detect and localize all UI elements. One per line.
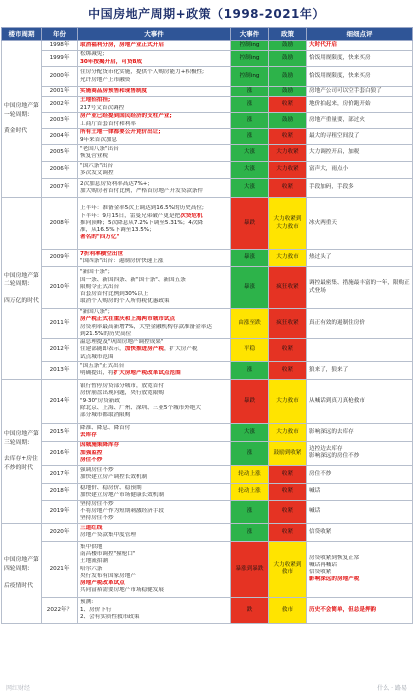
comment-cell: 大力调控开启，加税	[307, 145, 413, 162]
year-cell: 2013年	[42, 361, 78, 379]
event-line: 不将房地产作为短期刺激经济手段	[80, 508, 164, 515]
event-line: 哈尔六条	[80, 565, 103, 572]
events-cell	[78, 51, 231, 67]
comment-cell: 真正有效的遏制住房价	[307, 309, 413, 339]
event-line: 去库存	[80, 432, 97, 439]
event-line: 房价崩盘出现问题，央行放宽限购	[80, 390, 164, 397]
events-cell	[78, 500, 231, 523]
watermark-left: 网红财经	[6, 685, 31, 692]
trend-cell: 涨	[231, 500, 269, 523]
trend-cell: 大涨	[231, 162, 269, 179]
events-cell	[78, 67, 231, 87]
table-row	[2, 162, 413, 179]
year-cell: 2017年	[42, 465, 78, 483]
header-commentary: 细细点评	[307, 28, 413, 41]
trend-cell: 大涨	[231, 179, 269, 198]
trend-cell: 涨	[231, 97, 269, 113]
events-cell	[78, 162, 231, 179]
event-line: 9年来首次加息	[80, 136, 118, 143]
event-line: 推向顶峰；5次降息从7.2%下调至5.31%；4次降	[80, 219, 204, 226]
event-line: 央行发布有国家房地产	[80, 572, 136, 579]
policy-cell: 鼓励	[269, 41, 307, 51]
table-row	[2, 51, 413, 67]
trend-cell: 暴涨到暴跌	[231, 541, 269, 597]
table-row	[2, 423, 413, 441]
event-line: 上半年：准备金率5次上调达到16.5%的历史高位;	[80, 205, 204, 212]
table-row	[2, 41, 413, 51]
event-line: 下半年：9月15日，雷曼兄弟破产更是把次贷危机	[80, 212, 203, 219]
period-cell: 中国房地产第一轮周期: 黄金时代	[2, 41, 42, 198]
trend-cell: 控制ing	[231, 51, 269, 67]
year-cell: 2021年	[42, 541, 78, 597]
event-line: 强调房住不炒	[80, 467, 114, 474]
table-row	[2, 523, 413, 541]
table-row	[2, 361, 413, 379]
event-line: 取消福利分房，房地产业正式开启	[80, 41, 164, 48]
event-line: 降准、降息、降首付	[80, 425, 131, 432]
table-row	[2, 267, 413, 309]
policy-cell: 收紧	[269, 500, 307, 523]
comment-cell: 最大的寻租空间没了	[307, 129, 413, 145]
page-title: 中国房地产周期+政策（1998-2021年）	[88, 7, 325, 21]
events-cell	[78, 198, 231, 250]
table-row	[2, 250, 413, 267]
events-cell	[78, 87, 231, 97]
events-cell	[78, 179, 231, 198]
trend-cell: 暴跌	[231, 379, 269, 423]
policy-cell: 大力收紧	[269, 145, 307, 162]
events-cell	[78, 423, 231, 441]
policy-cell: 疯狂收紧	[269, 267, 307, 309]
event-line: 2、会有实质性救市政策	[80, 613, 140, 620]
table-row	[2, 145, 413, 162]
policy-cell: 大力救市	[269, 379, 307, 423]
table-row	[2, 379, 413, 423]
comment-cell: 大时代开启	[307, 41, 413, 51]
year-cell: 2020年	[42, 523, 78, 541]
policy-cell: 鼓励到收紧	[269, 441, 307, 465]
trend-cell: 轮动上涨	[231, 465, 269, 483]
trend-cell: 涨	[231, 129, 269, 145]
event-line: 房贷利率最高新增7%，大型金融机构存款准备金率达	[80, 323, 212, 330]
events-cell	[78, 129, 231, 145]
event-line: 集中供地	[80, 543, 103, 550]
events-cell	[78, 97, 231, 113]
comment-cell: 信贷收紧	[307, 523, 413, 541]
event-line: 允许房地产上市融资	[80, 76, 131, 83]
table-row	[2, 500, 413, 523]
events-cell	[78, 541, 231, 597]
event-line: 7折利率横空出世	[80, 250, 124, 257]
event-line: 国一条、新国四条、新"国十条"、新国五条	[80, 276, 186, 283]
year-cell: 2019年	[42, 500, 78, 523]
events-cell	[78, 250, 231, 267]
year-cell: 2006年	[42, 162, 78, 179]
events-cell	[78, 523, 231, 541]
period-cell: 中国房地产第二轮周期: 四万亿的时代	[2, 198, 42, 380]
event-line: 多次发文调控	[80, 170, 114, 176]
policy-cell: 鼓励	[269, 113, 307, 129]
year-cell: 2015年	[42, 423, 78, 441]
policy-cell: 大力收紧到救市	[269, 541, 307, 597]
event-line: 银行暂停房贷部分城市，放宽首付	[80, 383, 164, 390]
table-row	[2, 129, 413, 145]
year-cell: 2003年	[42, 113, 78, 129]
event-line: 房产业已经提到国民经济的支柱产业;	[80, 113, 172, 120]
event-line: 明确提出，将扩大房地产税改革试点范围	[80, 370, 181, 377]
comment-cell: 手段加码，手段多	[307, 179, 413, 198]
policy-cell: 收紧	[269, 361, 307, 379]
event-line: "新国十条"；	[80, 269, 114, 276]
policy-cell: 收紧	[269, 129, 307, 145]
event-line: 温总理提及"巩固房地产调控成果"	[80, 339, 164, 346]
trend-cell: 涨	[231, 441, 269, 465]
event-line: 坚持房住不炒	[80, 515, 114, 522]
header-policy: 政策	[269, 28, 307, 41]
event-line: 松绑减免;	[80, 51, 105, 58]
comment-cell: 地价拍起来，房价跑开始	[307, 97, 413, 113]
policy-cell: 救市	[269, 597, 307, 623]
year-cell: 2001年	[42, 87, 78, 97]
trend-cell: 涨	[231, 361, 269, 379]
policy-cell: 大力收紧到大力救市	[269, 198, 307, 250]
events-cell	[78, 145, 231, 162]
period-cell: 中国房地产第四轮周期: 后疫情时代	[2, 523, 42, 623]
event-line: 房产税正式在重庆和上海两市城市试点	[80, 316, 176, 323]
comment-cell: 房贷收紧到恢复正常 喊话再喊话 信贷收紧 影响深远的房地产税	[307, 541, 413, 597]
policy-cell: 收紧	[269, 339, 307, 362]
event-line: 实施商品房预售和现售制度	[80, 87, 148, 94]
event-line: 加大购房者首付比例，严格首房地产开发贷款条件	[80, 188, 204, 194]
policy-cell: 大力救市	[269, 250, 307, 267]
event-line: 土地招拍挂;	[80, 97, 111, 104]
table-row	[2, 67, 413, 87]
year-cell: 1998年	[42, 41, 78, 51]
trend-cell: 平稳	[231, 339, 269, 362]
events-cell	[78, 339, 231, 362]
event-line: 217号文首次调控	[80, 104, 125, 111]
event-line: 准，从16.5%下调至13.5%；	[80, 227, 155, 234]
table-row	[2, 465, 413, 483]
year-cell: 1999年	[42, 51, 78, 67]
year-cell: 2018年	[42, 483, 78, 500]
comment-cell: 从喊话到真刀真枪救市	[307, 379, 413, 423]
table-row	[2, 597, 413, 623]
comment-cell: 富声大，雨点小	[307, 162, 413, 179]
event-line: 预测:	[80, 599, 94, 606]
event-line: 土地流拍潮	[80, 558, 108, 565]
comment-cell: 冰火两重天	[307, 198, 413, 250]
event-line: 部分城市都取消限购	[80, 412, 131, 419]
comment-cell: 狼来了，狼来了	[307, 361, 413, 379]
event-line: "国六条"出台	[80, 162, 114, 169]
year-cell: 2002年	[42, 97, 78, 113]
event-line: 加强监控	[80, 449, 103, 456]
table-row	[2, 309, 413, 339]
trend-cell: 轮动上涨	[231, 483, 269, 500]
year-cell: 2011年	[42, 309, 78, 339]
table-row	[2, 541, 413, 597]
event-line: "老国八条"出台	[80, 145, 119, 152]
trend-cell: 控制ing	[231, 41, 269, 51]
trend-cell: 暴跌	[231, 198, 269, 250]
header-period: 楼市周期	[2, 28, 42, 41]
policy-cell: 收紧	[269, 97, 307, 113]
event-line: "国五条"正式出台	[80, 363, 125, 370]
event-line: 房住不炒	[80, 456, 103, 463]
header-events: 大事件	[78, 28, 231, 41]
event-line: 首套房首付比例到30%以上	[80, 291, 149, 298]
comment-cell: 热过头了	[307, 250, 413, 267]
policy-cell: 收紧	[269, 523, 307, 541]
trend-cell: 大涨	[231, 145, 269, 162]
event-line: 共同富裕需要房地产市场稳健发展	[80, 587, 164, 594]
event-line: 坚持房住不炒	[80, 500, 114, 507]
event-line: "9·30"房贷新政	[80, 397, 120, 404]
event-line: 取消个人购房的个人所得税优惠政策	[80, 298, 170, 305]
table-row	[2, 113, 413, 129]
events-cell	[78, 267, 231, 309]
trend-cell: 大涨	[231, 423, 269, 441]
policy-cell: 鼓励	[269, 67, 307, 87]
year-cell: 2022年？	[42, 597, 78, 623]
events-cell	[78, 441, 231, 465]
comment-cell	[307, 339, 413, 362]
event-line: 著名的"四万亿"	[80, 234, 120, 241]
event-line: 房地产税改革试点	[80, 580, 125, 587]
comment-cell: 房地产重量要，部过火	[307, 113, 413, 129]
year-cell: 2012年	[42, 339, 78, 362]
year-cell: 2005年	[42, 145, 78, 162]
event-line: 三道红线	[80, 524, 103, 531]
comment-cell: 房地产公司可以空手套白狼了	[307, 87, 413, 97]
policy-cell: 大力救市	[269, 423, 307, 441]
comment-cell: 喊话	[307, 500, 413, 523]
year-cell: 2007年	[42, 179, 78, 198]
event-line: "新国八条"；	[80, 309, 114, 315]
event-line: 房地产贷款集中度管理	[80, 532, 136, 539]
policy-cell: 收紧	[269, 465, 307, 483]
events-cell	[78, 309, 231, 339]
year-cell: 2014年	[42, 379, 78, 423]
policy-cell: 鼓励	[269, 87, 307, 97]
table-row	[2, 441, 413, 465]
year-cell: 2009年	[42, 250, 78, 267]
event-line: 住房分配货币化实施，提供个人购房能力+积极性;	[80, 69, 205, 76]
trend-cell: 涨	[231, 87, 269, 97]
event-line: 1、房价下行	[80, 606, 112, 613]
year-cell: 2008年	[42, 198, 78, 250]
comment-cell: 房住不炒	[307, 465, 413, 483]
comment-cell: 调控最密集、措施最丰富的一年，限购正式登场	[307, 267, 413, 309]
year-cell: 2000年	[42, 67, 78, 87]
trend-cell: 跌	[231, 597, 269, 623]
trend-cell: 涨	[231, 523, 269, 541]
policy-table	[1, 27, 413, 624]
header-trend: 大事件	[231, 28, 269, 41]
trend-cell: 由涨至跌	[231, 309, 269, 339]
comment-cell: 历史不会简单，但总是押韵	[307, 597, 413, 623]
event-line: 稳地价、稳房价、稳预期	[80, 484, 142, 491]
watermark: 什么 · 路易	[377, 685, 407, 692]
trend-cell: 涨	[231, 113, 269, 129]
event-line: 30年按揭开启，可贷8成	[80, 58, 143, 65]
events-cell	[78, 379, 231, 423]
events-cell	[78, 361, 231, 379]
table-row	[2, 179, 413, 198]
event-line: 加快建立房产调控长效机制	[80, 474, 148, 481]
table-body	[2, 41, 413, 624]
event-line: 加快建立房地产市场健康长效机制	[80, 491, 164, 498]
comment-cell: 影响深远的去库存	[307, 423, 413, 441]
events-cell	[78, 113, 231, 129]
comment-cell: 恰饭用规限度，快来买房	[307, 51, 413, 67]
table-row	[2, 97, 413, 113]
table-row	[2, 198, 413, 250]
trend-cell: 暴涨	[231, 267, 269, 309]
event-line: 南昌楼市调控"撞枪口"	[80, 550, 136, 557]
event-line: 到21.5%的历史高位	[80, 330, 132, 337]
event-line: 所有土地一律都要公开竞价出让;	[80, 129, 161, 136]
table-row	[2, 339, 413, 362]
period-cell: 中国房地产第三轮周期: 去库存+房住不炒的时代	[2, 379, 42, 523]
table-header-row	[2, 28, 413, 41]
event-line: 除北京、上海、广州、深圳、三亚5个城市外绝大	[80, 404, 202, 411]
event-line: 试点城市范围	[80, 353, 114, 360]
year-cell: 2010年	[42, 267, 78, 309]
events-cell	[78, 483, 231, 500]
trend-cell: 控制ing	[231, 67, 269, 87]
event-line: 工商厅首套首付和利率	[80, 120, 136, 127]
trend-cell: 暴涨	[231, 250, 269, 267]
event-line: 恢复营业税	[80, 153, 108, 159]
comment-cell: 恰饭用规限度，快来买房	[307, 67, 413, 87]
events-cell	[78, 597, 231, 623]
events-cell	[78, 41, 231, 51]
event-line: 限购令正式出台	[80, 283, 120, 290]
comment-cell: 边控边去库存 影响深远的房住不炒	[307, 441, 413, 465]
policy-cell: 收紧	[269, 483, 307, 500]
event-line: 因城施策降库存	[80, 442, 120, 449]
policy-cell: 鼓励	[269, 51, 307, 67]
policy-cell: 收紧	[269, 179, 307, 198]
event-line: 住建部随即表示，加快推进房产税，扩大房产税	[80, 346, 198, 353]
year-cell: 2004年	[42, 129, 78, 145]
policy-cell: 疯狂收紧	[269, 309, 307, 339]
event-line: 2次加息房贷利率高达7%+;	[80, 180, 150, 187]
table-row	[2, 87, 413, 97]
policy-cell: 大力收紧	[269, 162, 307, 179]
comment-cell: 喊话	[307, 483, 413, 500]
year-cell: 2016年	[42, 441, 78, 465]
table-row	[2, 483, 413, 500]
event-line: "国四条"出台：遏制房价快速上涨	[80, 258, 164, 264]
header-year: 年份	[42, 28, 78, 41]
events-cell	[78, 465, 231, 483]
